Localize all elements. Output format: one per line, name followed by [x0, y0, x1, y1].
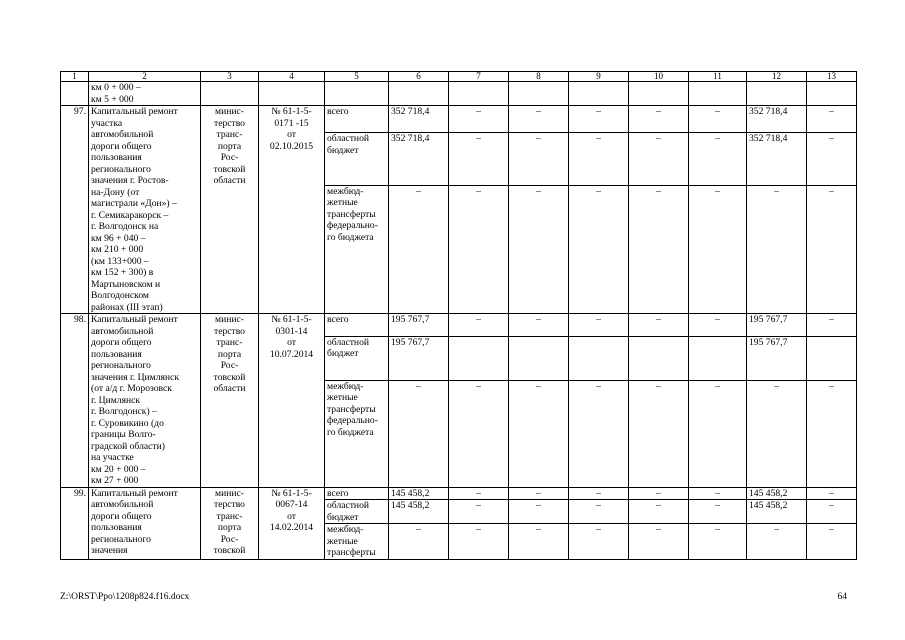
column-header: 5	[325, 72, 389, 82]
cell-line: пользования	[91, 152, 142, 163]
cell-line: Рос-	[220, 152, 239, 163]
cell-line: го бюджета	[327, 231, 374, 243]
cell-line: г. Волгодонск) –	[91, 406, 157, 417]
amount-cell	[689, 336, 747, 380]
cell-line: г. Суровикино (до	[91, 417, 164, 429]
amount-cell: –	[629, 106, 689, 133]
amount-cell: 195 767,7	[747, 336, 807, 380]
page-number: 64	[837, 592, 847, 602]
cell-line: жетные	[327, 535, 358, 547]
cell-line: Капитальный ремонт	[91, 106, 178, 117]
amount-cell: –	[747, 185, 807, 313]
amount-cell: –	[629, 380, 689, 487]
cell-line: 0171 -15	[274, 117, 309, 129]
cell-line: 10.07.2014	[269, 348, 314, 360]
cell-line: транс-	[216, 337, 243, 348]
funding-source	[325, 106, 389, 133]
cell-line: жетные	[327, 197, 358, 209]
cell-line: (км 133+000 –	[91, 255, 149, 267]
continuation-row	[61, 82, 857, 106]
cell-line: км 152 + 300) в	[91, 267, 154, 278]
cell-line: районах (III этап)	[91, 301, 163, 313]
cell-line: области	[213, 175, 246, 186]
cell-line: 02.10.2015	[269, 140, 314, 152]
funding-source	[325, 380, 389, 487]
object-name	[89, 106, 201, 314]
cell-line: № 61-1-5-	[271, 314, 312, 325]
amount-cell: –	[509, 133, 569, 186]
cell-line: областной	[327, 500, 370, 511]
column-header: 1	[61, 72, 89, 82]
amount-cell: 352 718,4	[389, 106, 449, 133]
cell-line: границы Волго-	[91, 429, 156, 440]
cell-line: межбюд-	[327, 524, 364, 535]
amount-cell: 145 458,2	[747, 487, 807, 500]
amount-cell: 352 718,4	[747, 133, 807, 186]
amount-cell: –	[509, 524, 569, 560]
cell-line: го бюджета	[327, 426, 374, 438]
amount-cell: –	[449, 487, 509, 500]
cell-line: пользования	[91, 348, 142, 360]
cell-line: г. Волгодонск на	[91, 221, 159, 232]
cell-line: дороги общего	[91, 337, 152, 348]
document-reference	[259, 106, 325, 314]
column-header: 4	[259, 72, 325, 82]
amount-cell	[569, 336, 629, 380]
cell-line: всего	[327, 314, 349, 325]
amount-cell: –	[629, 185, 689, 313]
amount-cell: –	[689, 380, 747, 487]
amount-cell: –	[807, 314, 857, 337]
amount-cell: –	[569, 185, 629, 313]
cell-line: км 96 + 040 –	[91, 232, 146, 244]
cell-line: от	[287, 337, 296, 348]
amount-cell: –	[629, 487, 689, 500]
amount-cell: –	[807, 487, 857, 500]
cell-line: трансферты	[327, 403, 376, 415]
amount-cell: –	[509, 106, 569, 133]
amount-cell: –	[629, 133, 689, 186]
cell-line: бюджет	[327, 348, 359, 360]
cell-line: федерально-	[327, 220, 378, 232]
amount-cell: –	[807, 380, 857, 487]
amount-cell	[629, 336, 689, 380]
cell-line: регионального	[91, 163, 151, 175]
amount-cell: 352 718,4	[747, 106, 807, 133]
cell-line: г. Семикаракорск –	[91, 209, 169, 221]
cell-line: жетные	[327, 392, 358, 404]
cell-line: порта	[217, 522, 242, 533]
cell-line: минис-	[215, 106, 244, 117]
cell-line: дороги общего	[91, 510, 152, 522]
footer-file-path: Z:\ORST\Ppo\1208p824.f16.docx	[60, 592, 190, 602]
funding-source	[325, 185, 389, 313]
cell-line: терство	[214, 325, 245, 337]
amount-cell: –	[449, 380, 509, 487]
cell-line: Рос-	[220, 533, 239, 545]
amount-cell: –	[569, 524, 629, 560]
cell-line: регионального	[91, 533, 151, 545]
amount-cell: –	[807, 524, 857, 560]
header-row	[61, 72, 857, 82]
column-header: 9	[569, 72, 629, 82]
cell-line: градской области)	[91, 440, 165, 452]
amount-cell: 145 458,2	[747, 500, 807, 524]
amount-cell: –	[807, 500, 857, 524]
cell-line: межбюд-	[327, 380, 364, 392]
column-header: 10	[629, 72, 689, 82]
amount-cell: –	[689, 185, 747, 313]
amount-cell: –	[449, 106, 509, 133]
amount-cell: –	[449, 524, 509, 560]
amount-cell: 195 767,7	[389, 314, 449, 337]
cell-line: (от а/д г. Морозовск	[91, 383, 172, 394]
object-name	[89, 487, 201, 559]
amount-cell: –	[629, 314, 689, 337]
amount-cell: –	[807, 106, 857, 133]
amount-cell: –	[689, 133, 747, 186]
cell-line: порта	[217, 348, 242, 360]
cell-line: км 27 + 000	[91, 475, 139, 486]
amount-cell: –	[509, 500, 569, 524]
funding-source	[325, 524, 389, 560]
continuation-line: км 0 + 000 –	[91, 82, 141, 93]
continuation-name	[89, 82, 201, 106]
cell-line: Капитальный ремонт	[91, 487, 178, 499]
cell-line: 14.02.2014	[269, 522, 314, 533]
column-header: 13	[807, 72, 857, 82]
funding-source	[325, 336, 389, 380]
responsible-organization	[201, 314, 259, 488]
cell-line: от	[287, 129, 296, 140]
amount-cell: –	[389, 524, 449, 560]
table-row	[61, 487, 857, 500]
cell-line: областной	[327, 336, 370, 348]
row-number: 99.	[61, 487, 89, 559]
funding-source	[325, 314, 389, 337]
amount-cell: –	[569, 380, 629, 487]
amount-cell: –	[747, 524, 807, 560]
cell-line: трансферты	[327, 208, 376, 220]
amount-cell	[509, 336, 569, 380]
cell-line: участка	[91, 117, 123, 129]
cell-line: км 20 + 000 –	[91, 463, 146, 475]
cell-line: г. Цимлянск	[91, 394, 141, 406]
cell-line: автомобильной	[91, 129, 154, 140]
cell-line: товской	[213, 545, 246, 556]
cell-line: транс-	[216, 129, 243, 140]
cell-line: пользования	[91, 522, 142, 533]
continuation-line: км 5 + 000	[91, 93, 134, 105]
funding-source	[325, 487, 389, 500]
cell-line: значения г. Ростов-	[91, 175, 169, 186]
amount-cell: 195 767,7	[389, 336, 449, 380]
table-row	[61, 106, 857, 133]
amount-cell	[449, 336, 509, 380]
document-reference	[259, 314, 325, 488]
cell-line: автомобильной	[91, 325, 154, 337]
amount-cell: –	[689, 524, 747, 560]
cell-line: на-Дону (от	[91, 186, 140, 198]
amount-cell: –	[449, 133, 509, 186]
cell-line: минис-	[215, 314, 244, 325]
amount-cell: –	[689, 500, 747, 524]
amount-cell: –	[569, 133, 629, 186]
cell-line: товской	[213, 371, 246, 383]
amount-cell: –	[449, 500, 509, 524]
amount-cell: –	[569, 314, 629, 337]
amount-cell: 145 458,2	[389, 487, 449, 500]
cell-line: терство	[214, 117, 245, 129]
amount-cell: –	[569, 487, 629, 500]
amount-cell: –	[509, 487, 569, 500]
amount-cell: 352 718,4	[389, 133, 449, 186]
amount-cell: –	[509, 380, 569, 487]
cell-line: всего	[327, 487, 349, 499]
row-number: 97.	[61, 106, 89, 314]
cell-line: регионального	[91, 360, 151, 371]
amount-cell: –	[807, 133, 857, 186]
funding-source	[325, 133, 389, 186]
cell-line: федерально-	[327, 415, 378, 427]
column-header: 7	[449, 72, 509, 82]
cell-line: трансферты	[327, 547, 376, 558]
column-header: 3	[201, 72, 259, 82]
cell-line: автомобильной	[91, 499, 154, 510]
cell-line: терство	[214, 499, 245, 510]
cell-line: областной	[327, 133, 370, 145]
table-body	[61, 82, 857, 560]
responsible-organization	[201, 487, 259, 559]
amount-cell: –	[569, 500, 629, 524]
amount-cell: 145 458,2	[389, 500, 449, 524]
cell-line: бюджет	[327, 511, 359, 523]
document-reference	[259, 487, 325, 559]
cell-line: Волгодонском	[91, 290, 150, 301]
cell-line: товской	[213, 163, 246, 175]
column-header: 6	[389, 72, 449, 82]
cell-line: порта	[217, 140, 242, 152]
amount-cell: –	[449, 185, 509, 313]
table-row	[61, 314, 857, 337]
cell-line: транс-	[216, 510, 243, 522]
cell-line: всего	[327, 106, 349, 117]
cell-line: межбюд-	[327, 185, 364, 197]
column-header: 12	[747, 72, 807, 82]
row-number: 98.	[61, 314, 89, 488]
amount-cell: –	[449, 314, 509, 337]
cell-line: 0301-14	[275, 325, 308, 337]
amount-cell: –	[689, 487, 747, 500]
cell-line: от	[287, 510, 296, 522]
column-header: 2	[89, 72, 201, 82]
cell-line: на участке	[91, 452, 134, 463]
cell-line: области	[213, 383, 246, 394]
amount-cell: –	[509, 314, 569, 337]
cell-line: значения	[91, 545, 128, 556]
cell-line: 0067-14	[275, 499, 308, 510]
amount-cell: –	[389, 380, 449, 487]
responsible-organization	[201, 106, 259, 314]
amount-cell: –	[629, 500, 689, 524]
cell-line: значения г. Цимлянск	[91, 371, 179, 383]
column-header: 11	[689, 72, 747, 82]
cell-line: Мартыновском и	[91, 278, 161, 290]
cell-line: № 61-1-5-	[271, 106, 312, 117]
cell-line: № 61-1-5-	[271, 487, 312, 499]
funding-source	[325, 500, 389, 524]
amount-cell: –	[689, 314, 747, 337]
amount-cell	[807, 336, 857, 380]
data-table	[60, 71, 857, 560]
amount-cell: –	[389, 185, 449, 313]
amount-cell: –	[747, 380, 807, 487]
amount-cell: –	[509, 185, 569, 313]
amount-cell: 195 767,7	[747, 314, 807, 337]
amount-cell: –	[689, 106, 747, 133]
cell-line: магистрали «Дон») –	[91, 198, 177, 209]
cell-line: минис-	[215, 487, 244, 499]
object-name	[89, 314, 201, 488]
amount-cell: –	[629, 524, 689, 560]
cell-line: Рос-	[220, 360, 239, 371]
cell-line: км 210 + 000	[91, 244, 144, 255]
cell-line: дороги общего	[91, 140, 152, 152]
amount-cell: –	[569, 106, 629, 133]
cell-line: Капитальный ремонт	[91, 314, 178, 325]
cell-line: бюджет	[327, 144, 359, 156]
column-header: 8	[509, 72, 569, 82]
amount-cell: –	[807, 185, 857, 313]
